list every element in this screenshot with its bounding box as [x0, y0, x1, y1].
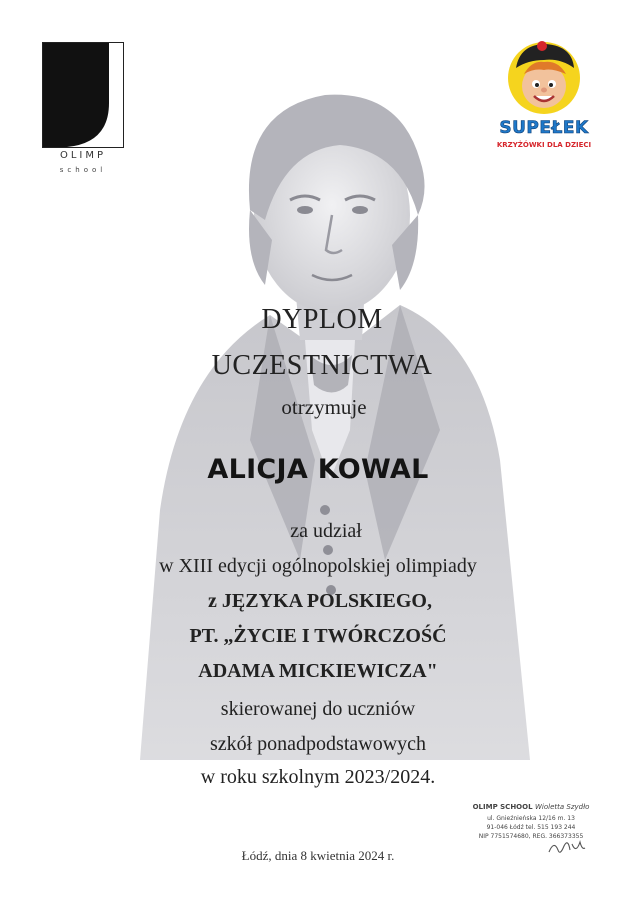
- body-line: za udział: [290, 520, 362, 542]
- olimp-wordmark: OLIMP: [59, 150, 107, 161]
- supelek-wordmark: SUPEŁEK: [499, 118, 589, 138]
- body-line: z JĘZYKA POLSKIEGO,: [208, 590, 432, 612]
- stamp-city-phone: 91-046 Łódź tel. 515 193 244: [486, 824, 576, 831]
- body-line: PT. „ŻYCIE I TWÓRCZOŚĆ: [189, 625, 447, 647]
- olimp-subtitle: school: [59, 166, 107, 174]
- place-and-date: Łódź, dnia 8 kwietnia 2024 r.: [241, 848, 395, 863]
- body-line: w XIII edycji ogólnopolskiej olimpiady: [159, 555, 477, 577]
- cartoon-boy-mascot-icon: [480, 38, 608, 122]
- receives-label: otrzymuje: [281, 395, 367, 419]
- stamp-ids: NIP 7751574680, REG. 366373355: [478, 833, 584, 840]
- supelek-tagline: KRZYŻÓWKI DLA DZIECI: [496, 141, 592, 149]
- body-line: szkół ponadpodstawowych: [209, 733, 427, 755]
- diploma-subtitle: UCZESTNICTWA: [211, 350, 433, 381]
- body-line: skierowanej do uczniów: [220, 698, 416, 720]
- stamp-address: ul. Gnieźnieńska 12/16 m. 13: [487, 815, 575, 822]
- supelek-logo: [480, 38, 608, 156]
- body-line: ADAMA MICKIEWICZA": [198, 660, 438, 682]
- stamp-org: OLIMP SCHOOL: [472, 803, 533, 811]
- stamp-owner: Wioletta Szydło: [534, 803, 590, 811]
- olimp-j-shape-icon: [43, 43, 123, 147]
- body-line: w roku szkolnym 2023/2024.: [200, 766, 436, 788]
- olimp-logo-mark: [42, 42, 124, 148]
- stamp-org-line: [466, 803, 596, 811]
- diploma-title: DYPLOM: [261, 304, 383, 335]
- recipient-name: ALICJA KOWAL: [207, 454, 429, 485]
- handwritten-signature: [546, 836, 586, 858]
- olimp-school-logo: [42, 42, 124, 178]
